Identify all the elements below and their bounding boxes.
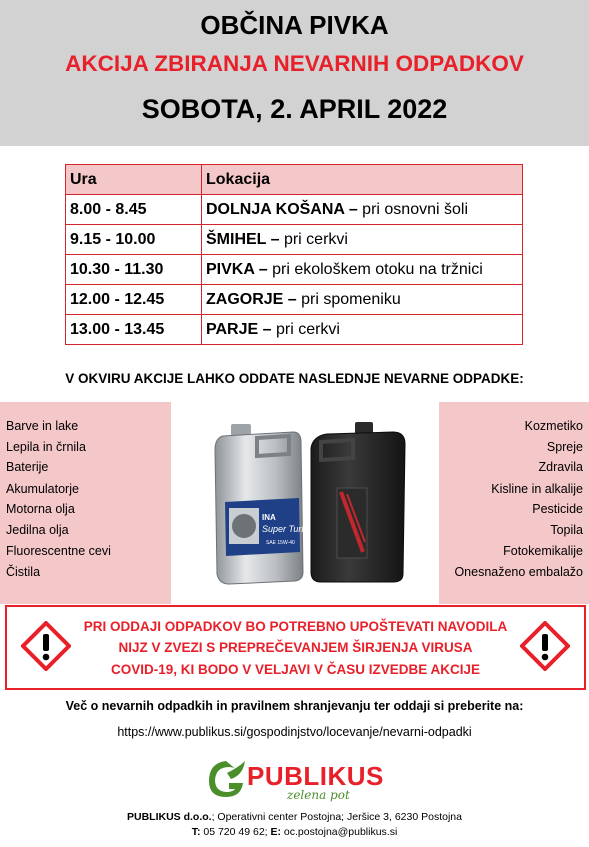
campaign-subtitle: AKCIJA ZBIRANJA NEVARNIH ODPADKOV [65,51,524,76]
canister-brand: INA [262,513,276,522]
hazard-warning-icon [520,621,570,671]
canister-product: Super Turbo [262,524,312,534]
footer-phone-label: T: [191,826,201,838]
table-row [66,255,523,285]
location-detail: pri cerkvi [271,320,340,338]
table-row [66,285,523,315]
location-place: PIVKA – [206,260,268,278]
municipality-title: OBČINA PIVKA [200,10,389,40]
list-item: Spreje [546,440,583,454]
row-location [202,315,523,345]
covid-warning-box [5,605,586,690]
row-time: 13.00 - 13.45 [66,315,202,345]
warning-line: NIJZ V ZVEZI S PREPREČEVANJEM ŠIRJENJA VIRUSA [118,640,473,655]
list-item: Fluorescentne cevi [6,544,111,558]
leaf-logo-icon [205,757,247,801]
row-time: 9.15 - 10.00 [66,225,202,255]
location-place: DOLNJA KOŠANA – [206,200,358,218]
row-location [202,195,523,225]
list-item: Kozmetiko [524,419,583,433]
list-item: Čistila [6,565,41,579]
list-item: Barve in lake [6,419,79,433]
location-detail: pri cerkvi [279,230,348,248]
page-header [0,0,589,146]
footer-company: PUBLIKUS d.o.o. [127,811,212,823]
canister-image-panel [171,402,439,604]
warning-line: PRI ODDAJI ODPADKOV BO POTREBNO UPOŠTEVATI NAVODILA [83,619,508,634]
list-item: Jedilna olja [6,523,69,537]
row-location [202,285,523,315]
footer-contact [0,826,589,838]
footer-address-text: ; Operativni center Postojna; Jeršice 3, 6230 Postojna [211,811,462,823]
list-item: Fotokemikalije [503,544,583,558]
info-link[interactable]: https://www.publikus.si/gospodinjstvo/locevanje/nevarni-odpadki [117,725,472,739]
list-item: Lepila in črnila [6,440,86,454]
location-place: ZAGORJE – [206,290,297,308]
more-info-text: Več o nevarnih odpadkih in pravilnem shranjevanju ter oddaji si preberite na: [65,699,524,713]
black-canister [311,422,405,582]
table-header-row [66,165,523,195]
waste-list-left [0,402,171,604]
list-item: Topila [550,523,583,537]
silver-canister [215,424,311,584]
table-row [66,195,523,225]
canister-grade: SAE 15W-40 [266,540,295,546]
footer-email[interactable]: oc.postojna@publikus.si [281,826,398,838]
location-detail: pri spomeniku [296,290,401,308]
row-time: 12.00 - 12.45 [66,285,202,315]
oil-canisters-image [171,402,439,604]
waste-list-heading: V OKVIRU AKCIJE LAHKO ODDATE NASLEDNJE NEVARNE ODPADKE: [65,371,524,386]
table-row [66,315,523,345]
location-place: PARJE – [206,320,272,338]
brand-name: PUBLIKUS [247,761,384,791]
publikus-logo [205,757,390,805]
row-time: 10.30 - 11.30 [66,255,202,285]
warning-line: COVID-19, KI BODO V VELJAVI V ČASU IZVEDBE AKCIJE [110,662,481,677]
footer-email-label: E: [270,826,281,838]
list-item: Onesnaženo embalažo [454,565,583,579]
list-item: Motorna olja [6,502,75,516]
row-location [202,225,523,255]
list-item: Pesticide [532,502,583,516]
location-detail: pri osnovni šoli [357,200,468,218]
row-location [202,255,523,285]
list-item: Kisline in alkalije [491,482,583,496]
location-detail: pri ekološkem otoku na tržnici [267,260,483,278]
footer-phone: 05 720 49 62; [200,826,271,838]
location-place: ŠMIHEL – [206,230,280,248]
table-row [66,225,523,255]
event-date: SOBOTA, 2. APRIL 2022 [141,94,448,124]
schedule-table [65,164,523,345]
list-item: Akumulatorje [6,482,79,496]
footer-address [0,811,589,823]
column-header-location: Lokacija [202,165,523,195]
list-item: Zdravila [538,460,583,474]
waste-list-right [439,402,589,604]
brand-tagline: zelena pot [287,788,350,802]
column-header-time: Ura [66,165,202,195]
list-item: Baterije [6,460,49,474]
row-time: 8.00 - 8.45 [66,195,202,225]
